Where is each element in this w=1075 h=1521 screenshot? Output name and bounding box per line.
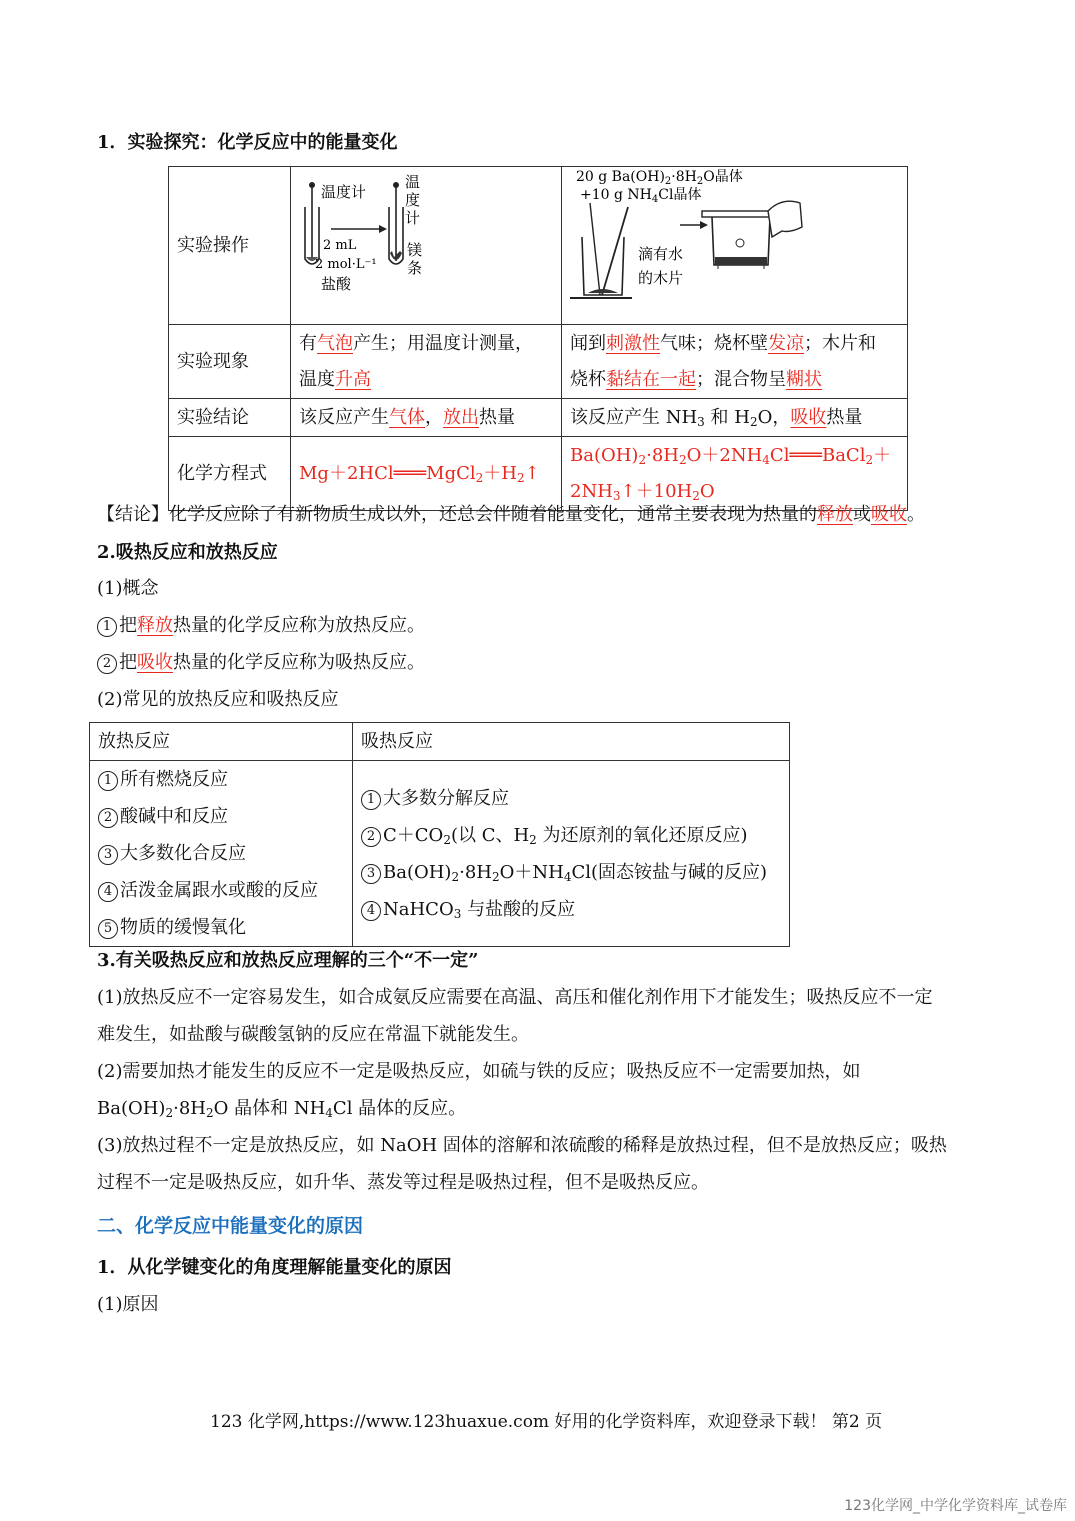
fill-blank: 发凉 — [768, 332, 804, 354]
conclusion-baoh2: 该反应产生 $NH_3$ 和 $H_2O$，吸收热量 — [562, 399, 908, 437]
fig2-label2b: Cl晶体 — [658, 187, 702, 203]
fill-blank: 糊状 — [786, 368, 822, 390]
thermometer-label-2b: 度 — [405, 191, 421, 209]
circled-number: 5 — [98, 919, 118, 939]
exo-item: 2 酸碱中和反应 — [98, 798, 344, 835]
row-label-equation: 化学方程式 — [169, 437, 291, 511]
fill-blank: 放出 — [443, 406, 479, 428]
conclusion-line: 【结论】化学反应除了有新物质生成以外，还总会伴随着能量变化，通常主要表现为热量的释放或吸收。 — [97, 504, 925, 525]
circled-number: 1 — [98, 771, 118, 791]
section2-heading: 2.吸热反应和放热反应 — [97, 542, 278, 563]
exothermic-list — [90, 761, 353, 947]
circled-number: 1 — [97, 617, 117, 637]
equation-baoh2: $Ba(OH)_2\cdot 8H_2O+2NH_4Cl═══BaCl_2+$ $2NH_3↑+10H_2O$ — [562, 437, 908, 511]
circled-number: 4 — [98, 882, 118, 902]
common-title: (2)常见的放热反应和吸热反应 — [97, 689, 339, 710]
header-exothermic: 放热反应 — [90, 723, 353, 761]
fill-blank: 气泡 — [317, 332, 353, 354]
volume-label: 2 mL — [323, 238, 357, 253]
para3-line1: (3)放热过程不一定是放热反应，如 NaOH 固体的溶解和浓硫酸的稀释是放热过程，但不是放热反应；吸热 — [97, 1135, 947, 1156]
fig2-label3: 滴有水 — [638, 245, 684, 263]
watermark: 123化学网_中学化学资料库_试卷库 — [844, 1498, 1067, 1514]
fill-blank: 释放 — [137, 615, 173, 636]
row-label-phenomenon: 实验现象 — [169, 325, 291, 399]
header-endothermic: 吸热反应 — [353, 723, 790, 761]
circled-number: 1 — [361, 790, 381, 810]
figure-mg-hcl — [291, 167, 562, 325]
fill-blank: 黏结在一起 — [606, 368, 696, 390]
para1-line1: (1)放热反应不一定容易发生，如合成氨反应需要在高温、高压和催化剂作用下才能发生；吸热反应不一定 — [97, 987, 933, 1008]
part2-heading: 二、化学反应中能量变化的原因 — [97, 1215, 364, 1237]
baoh2-nh4cl-apparatus-diagram — [562, 167, 907, 311]
exo-item: 1 所有燃烧反应 — [98, 761, 344, 798]
fig2-label2: +10 g NH — [580, 187, 652, 203]
thermometer-label-1: 温度计 — [321, 183, 367, 201]
concept-item-2: 2 把吸收热量的化学反应称为吸热反应。 — [97, 648, 425, 674]
svg-text:20 g Ba(OH)2·8H2O晶体: 20 g $Ba(OH)_2\cdot 8H_2O$晶体 — [576, 169, 743, 187]
section1-heading: 1．实验探究：化学反应中的能量变化 — [97, 132, 398, 153]
mg-label-b: 条 — [407, 259, 423, 277]
fig2-label1: 20 g Ba(OH) — [576, 169, 665, 185]
figure-baoh2-nh4cl — [562, 167, 908, 325]
fig2-label4: 的木片 — [638, 269, 684, 287]
exo-item: 5 物质的缓慢氧化 — [98, 909, 344, 946]
fill-blank: 气体 — [389, 406, 425, 428]
endo-item: 4 NaHCO$_3$ 与盐酸的反应 — [361, 891, 781, 928]
concept-title: (1)概念 — [97, 578, 159, 599]
endo-item: 2 $C+CO_2$(以 C、$H_2$ 为还原剂的氧化还原反应) — [361, 817, 781, 854]
fig2-label1c: O晶体 — [703, 169, 743, 185]
circled-number: 2 — [97, 654, 117, 674]
conclusion-mg: 该反应产生气体，放出热量 — [291, 399, 562, 437]
fill-blank: 升高 — [335, 368, 371, 390]
part2-sub1: 1．从化学键变化的角度理解能量变化的原因 — [97, 1257, 452, 1278]
section3-heading: 3.有关吸热反应和放热反应理解的三个“不一定” — [97, 950, 479, 971]
phenomenon-mg: 有气泡产生；用温度计测量， 温度升高 — [291, 325, 562, 399]
circled-number: 3 — [98, 845, 118, 865]
concept-item-1: 1 把释放热量的化学反应称为放热反应。 — [97, 611, 425, 637]
phenomenon-baoh2: 闻到刺激性气味；烧杯壁发凉；木片和 烧杯黏结在一起；混合物呈糊状 — [562, 325, 908, 399]
thermometer-label-2c: 计 — [405, 209, 421, 227]
endo-item: 3 $Ba(OH)_2\cdot 8H_2O+NH_4Cl$(固态铵盐与碱的反应) — [361, 854, 781, 891]
fill-blank: 吸收 — [871, 504, 907, 525]
circled-number: 3 — [361, 864, 381, 884]
para2-line2: $Ba(OH)_2\cdot 8H_2O$ 晶体和 $NH_4Cl$ 晶体的反应。 — [97, 1098, 467, 1120]
equation-mg: $Mg+2HCl═══MgCl_2+H_2↑$ — [291, 437, 562, 511]
cause-title: (1)原因 — [97, 1294, 159, 1315]
endo-item: 1 大多数分解反应 — [361, 780, 781, 817]
row-label-operation: 实验操作 — [169, 167, 291, 325]
thermometer-label-2a: 温 — [405, 173, 421, 191]
svg-text:+10 g NH4Cl晶体: +10 g $NH_4Cl$晶体 — [580, 187, 702, 205]
experiment-table — [168, 166, 908, 511]
conc-label: 2 mol·L⁻¹ — [315, 257, 377, 272]
mg-hcl-apparatus-diagram — [291, 167, 561, 311]
circled-number: 2 — [361, 827, 381, 847]
fig2-label1b: ·8H — [671, 169, 697, 185]
para3-line2: 过程不一定是吸热反应，如升华、蒸发等过程是吸热过程，但不是吸热反应。 — [97, 1172, 709, 1193]
para2-line1: (2)需要加热才能发生的反应不一定是吸热反应，如硫与铁的反应；吸热反应不一定需要加热，如 — [97, 1061, 861, 1082]
endothermic-list — [353, 761, 790, 947]
fill-blank: 释放 — [817, 504, 853, 525]
para1-line2: 难发生，如盐酸与碳酸氢钠的反应在常温下就能发生。 — [97, 1024, 529, 1045]
exo-item: 3 大多数化合反应 — [98, 835, 344, 872]
fill-blank: 吸收 — [790, 406, 827, 428]
row-label-conclusion: 实验结论 — [169, 399, 291, 437]
exo-item: 4 活泼金属跟水或酸的反应 — [98, 872, 344, 909]
circled-number: 4 — [361, 901, 381, 921]
fill-blank: 吸收 — [137, 652, 173, 673]
circled-number: 2 — [98, 808, 118, 828]
acid-label: 盐酸 — [321, 275, 352, 293]
reaction-types-table — [89, 722, 790, 947]
fill-blank: 刺激性 — [606, 332, 660, 354]
page-footer: 123 化学网,https://www.123huaxue.com 好用的化学资料库，欢迎登录下载！ 第2 页 — [210, 1412, 883, 1432]
mg-label-a: 镁 — [407, 241, 423, 259]
